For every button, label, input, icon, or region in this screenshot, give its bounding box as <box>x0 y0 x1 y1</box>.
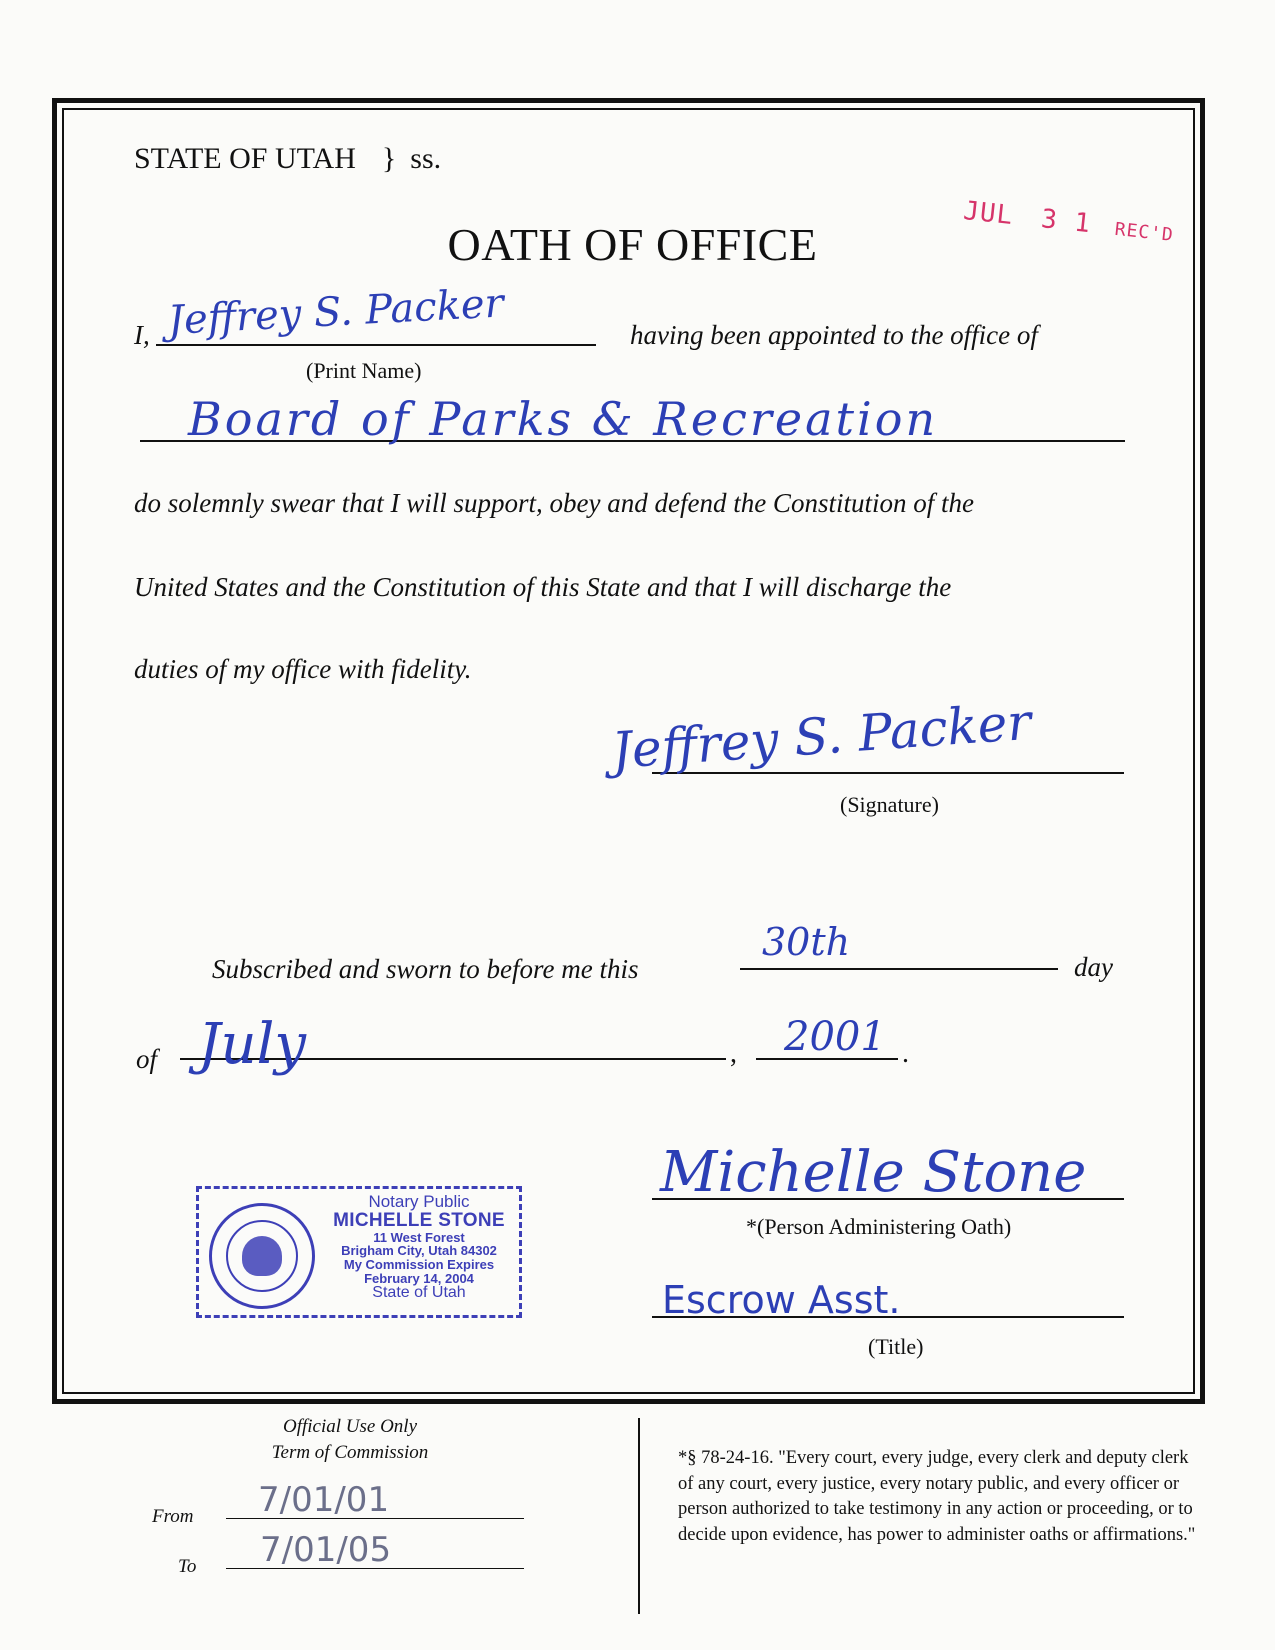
notary-line-4: Brigham City, Utah 84302 <box>341 1243 497 1259</box>
date-comma: , <box>730 1038 737 1069</box>
sworn-prefix: Subscribed and sworn to before me this <box>212 954 639 984</box>
administrator-label: *(Person Administering Oath) <box>746 1214 1012 1239</box>
swear-line-3: duties of my office with fidelity. <box>134 654 472 684</box>
received-month: JUL <box>961 196 1015 232</box>
statute-footnote: *§ 78-24-16. "Every court, every judge, every clerk and deputy clerk of any court, every justice, every notary public, and every officer or person authorized to take testimony in any action or proceeding, or to decide upon evidence, has power to administer oaths or affirmations." <box>678 1448 1196 1545</box>
from-handwriting: 7/01/01 <box>258 1480 390 1520</box>
day-handwriting: 30th <box>762 920 851 964</box>
official-use-heading: Official Use Only <box>282 1416 418 1437</box>
title-label: (Title) <box>868 1334 924 1359</box>
to-label: To <box>178 1556 197 1577</box>
administrator-signature-handwriting: Michelle Stone <box>660 1140 1087 1205</box>
notary-stamp-text <box>321 1193 517 1302</box>
signature-handwriting: Jeffrey S. Packer <box>609 692 1033 780</box>
oath-prefix: I, <box>134 320 150 350</box>
appointed-text: having been appointed to the office of <box>630 320 1038 350</box>
term-of-commission-heading: Term of Commission <box>271 1442 429 1463</box>
footer-divider <box>638 1418 640 1614</box>
office-handwriting: Board of Parks & Recreation <box>188 392 939 446</box>
month-handwriting: July <box>198 1012 307 1077</box>
title-handwriting: Escrow Asst. <box>662 1278 901 1322</box>
to-handwriting: 7/01/05 <box>260 1530 392 1570</box>
print-name-label: (Print Name) <box>306 358 422 383</box>
date-period: . <box>902 1038 909 1069</box>
received-suffix: REC'D <box>1113 218 1175 246</box>
print-name-handwriting: Jeffrey S. Packer <box>166 280 505 344</box>
year-handwriting: 2001 <box>784 1014 886 1060</box>
notary-line-1: Notary Public <box>368 1192 470 1211</box>
title-text: OATH OF OFFICE <box>447 219 818 270</box>
signature-label: (Signature) <box>840 792 939 817</box>
received-day: 3 1 <box>1039 204 1093 240</box>
ss-mark: ss. <box>410 142 442 175</box>
state-name: STATE OF UTAH <box>134 142 356 175</box>
notary-line-7: State of Utah <box>372 1284 466 1302</box>
day-label: day <box>1074 952 1113 982</box>
print-name-line <box>156 344 596 346</box>
notary-line-3: 11 West Forest <box>373 1229 465 1245</box>
notary-line-5: My Commission Expires <box>343 1257 495 1273</box>
brace: } <box>381 142 397 175</box>
state-heading <box>134 142 441 176</box>
notary-line-6: February 14, 2004 <box>364 1270 474 1286</box>
state-seal-icon <box>209 1203 315 1309</box>
day-line <box>740 968 1058 970</box>
swear-line-2: United States and the Constitution of this State and that I will discharge the <box>134 572 952 602</box>
of-label: of <box>136 1044 158 1074</box>
notary-stamp <box>196 1186 522 1318</box>
notary-line-2: MICHELLE STONE <box>333 1209 505 1231</box>
swear-line-1: do solemnly swear that I will support, obey and defend the Constitution of the <box>134 488 974 518</box>
from-label: From <box>152 1506 194 1527</box>
document-title <box>0 218 1275 271</box>
